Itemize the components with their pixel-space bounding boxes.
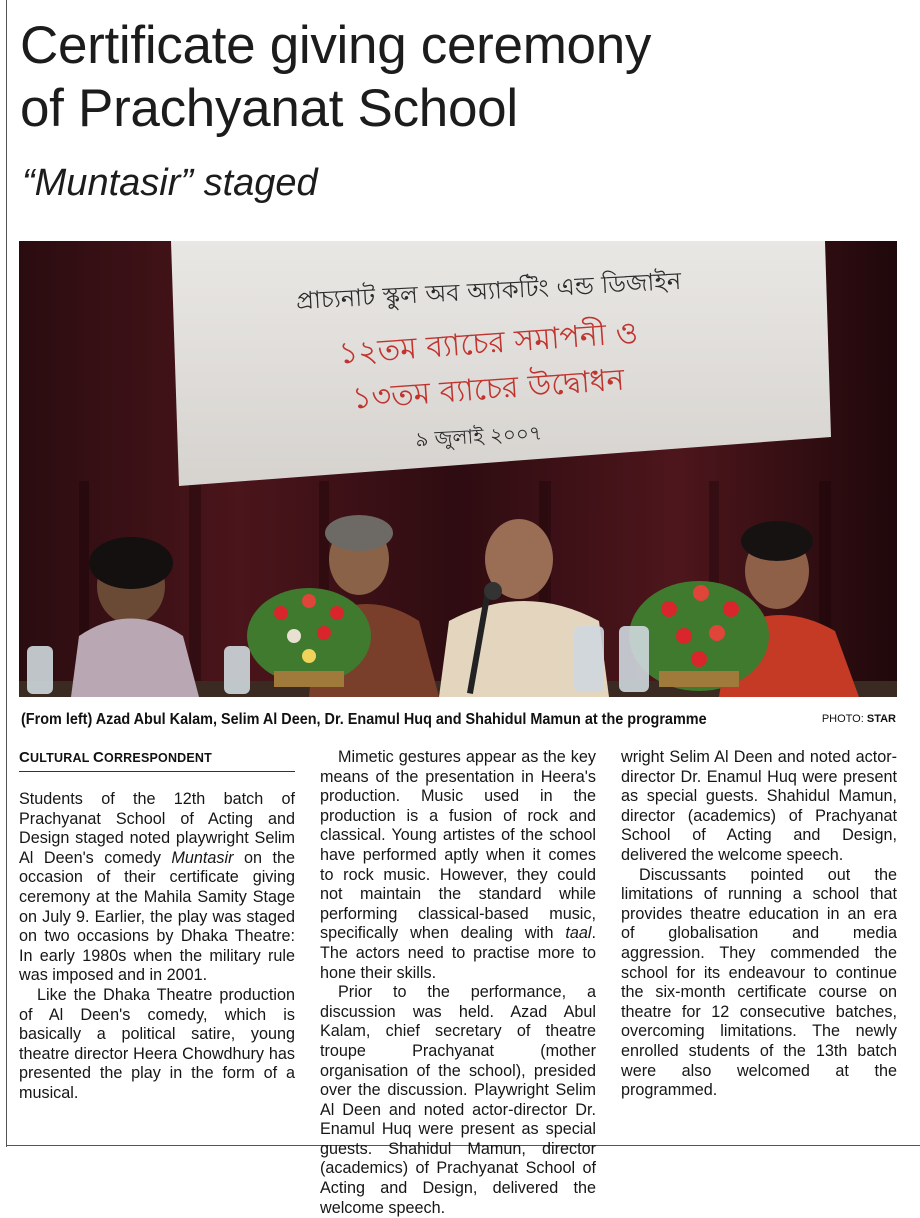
banner-line-1: প্রাচ্যনাট স্কুল অব অ্যাকটিং এন্ড ডিজাইন [295,266,682,316]
left-column-rule [6,0,7,1147]
headline-line-2: of Prachyanat School [20,79,518,138]
event-photo-illustration [19,241,897,697]
article-paragraph-1 [19,790,295,986]
article-paragraph-3 [320,748,596,983]
photo-credit-source: STAR [866,713,896,725]
headline-line-1: Certificate giving ceremony [20,16,652,75]
paragraph-1-text-b: on the occasion of their certificate giving ceremony at the Mahila Samity Stage on July 9. Earlier, the play was staged on two occasions by Dhaka Theatre: In early 1980s when the military rule was imposed and in 2001. [19,848,295,985]
banner-line-3: ১৩তম ব্যাচের উদ্বোধন [351,362,626,417]
flowers-right [629,581,769,691]
subheadline: “Muntasir” staged [22,162,318,204]
byline-rest-2: ORRESPONDENT [104,751,212,765]
banner-line-2: ১২তম ব্যাচের সমাপনী ও [337,315,640,372]
article-column-3 [621,748,897,1101]
event-photo [19,241,897,697]
photo-caption: (From left) Azad Abul Kalam, Selim Al Deen, Dr. Enamul Huq and Shahidul Mamun at the programme [21,711,707,728]
byline-initial-1: C [19,749,31,766]
article-paragraph-4: Prior to the performance, a discussion was held. Azad Abul Kalam, chief secretary of theatre troupe Prachyanat (mother organisation of the school), presided over the discussion. Playwright Selim Al Deen and noted actor-director Dr. Enamul Huq were present as special guests. Shahidul Mamun, director (academics) of Prachyanat School of Acting and Design, delivered the welcome speech. [320,983,596,1217]
byline-initial-2: C [92,749,105,766]
paragraph-3-text-b: . The actors need to practise more to hone their skills. [320,924,596,982]
article-paragraph-5: Discussants pointed out the limitations of running a school that provides theatre education in an era of globalisation and media aggression. They commended the school for its endeavour to continue the six-month certificate course on theatre for 12 consecutive batches, overcoming limitations. The newly enrolled students of the 13th batch were also welcomed at the programmed. [621,865,897,1100]
paragraph-3-text-a: Mimetic gestures appear as the key means of the presentation in Heera's production. Music used in the production is a fusion of rock and classical. Young artistes of the school have performed aptly when it comes to rock music. However, they could not maintain the standard while performing classical-based music, specifically when dealing with [320,748,596,943]
banner-line-4: ৯ জুলাই ২০০৭ [414,420,543,452]
play-title: Muntasir [171,848,234,867]
photo-credit [822,711,896,727]
article-column-2 [320,748,596,1217]
headline [20,14,910,140]
byline-rest-1: ULTURAL [30,751,93,765]
byline [19,748,295,772]
article-paragraph-2: Like the Dhaka Theatre production of Al Deen's comedy, which is basically a political satire, young theatre director Heera Chowdhury has presented the play in the form of a musical. [19,985,295,1102]
article-paragraph-4-continued: wright Selim Al Deen and noted actor-director Dr. Enamul Huq were present as special guests. Shahidul Mamun, director (academics) of Prachyanat School of Acting and Design, delivered the welcome speech. [621,748,897,864]
paragraph-1-text-a: Students of the 12th batch of Prachyanat School of Acting and Design staged noted playwright Selim Al Deen's comedy [19,790,295,867]
photo-credit-label: PHOTO: [821,713,864,725]
article-column-1 [19,748,295,1104]
term-taal: taal [565,924,592,943]
